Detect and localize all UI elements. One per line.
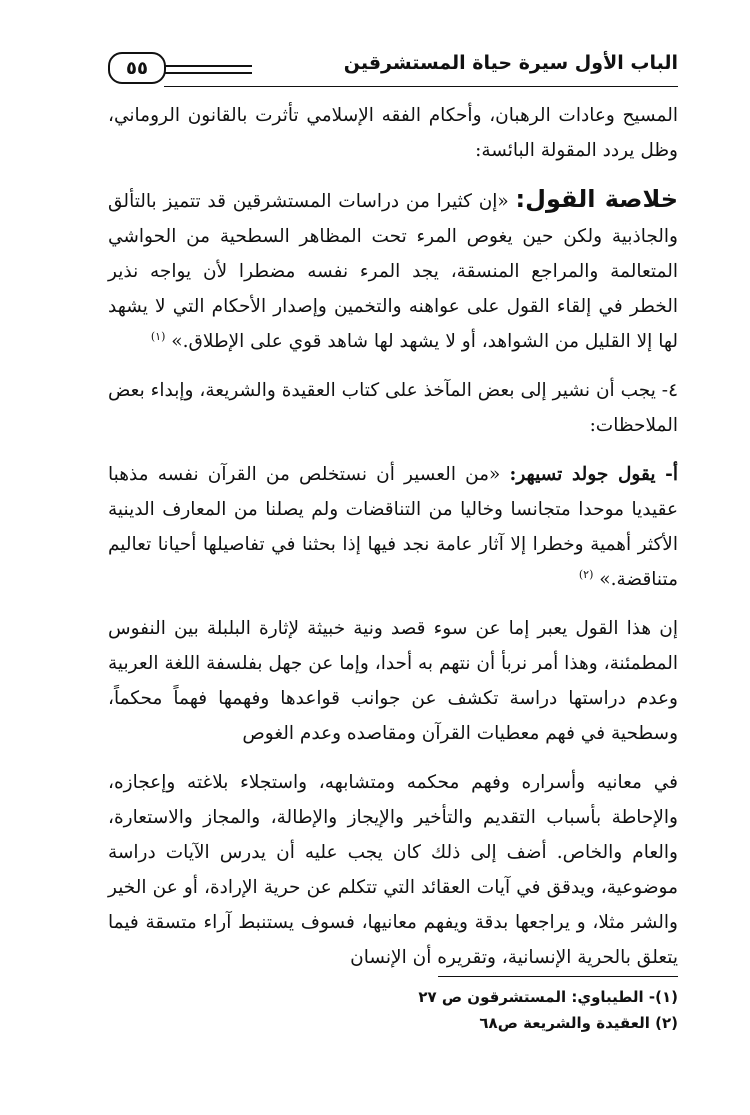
footnote: (١)- الطيباوي: المستشرقون ص ٢٧ [418, 988, 678, 1006]
header-rule [164, 86, 678, 87]
page-number: ٥٥ [108, 52, 166, 84]
paragraph [108, 373, 678, 443]
footnote-ref: (١) [150, 329, 166, 343]
lead-heading: أ- يقول جولد تسيهر: [509, 464, 678, 485]
paragraph [108, 611, 678, 751]
paragraph [108, 98, 678, 168]
footnote: (٢) العقيدة والشريعة ص٦٨ [479, 1014, 678, 1032]
page-header [108, 48, 678, 88]
paragraph-text: إن هذا القول يعبر إما عن سوء قصد ونية خبيثة لإثارة البلبلة بين النفوس المطمئنة، وهذا أمر نربأ أن نتهم به أحدا، وإما عن جهل بفلسفة اللغة العربية وعدم دراستها دراسة تكشف عن جوانب قواعدها وفهمها فهماً محكماً، وسطحية في فهم معطيات القرآن ومقاصده وعدم الغوص [108, 618, 678, 744]
header-ornament-line [164, 65, 252, 67]
footnote-rule [438, 976, 678, 977]
chapter-title: الباب الأول سيرة حياة المستشرقين [343, 52, 678, 74]
lead-heading: خلاصة القول: [515, 185, 678, 213]
header-ornament-line [164, 72, 252, 74]
paragraph [108, 182, 678, 359]
quote-text: «إن كثيرا من دراسات المستشرقين قد تتميز بالتألق والجاذبية ولكن حين يغوص المرء تحت المظاهر السطحية من الحواشي المتعالمة والمراجع المنسقة، يجد المرء نفسه مضطرا لأن يواجه نذير الخطر في إلقاء القول على عواهنه والتخمين وإصدار الأحكام التي لا يشهد لها إلا القليل من الشواهد، أو لا يشهد لها شاهد قوي على الإطلاق.» [108, 191, 678, 352]
quote-text: «من العسير أن نستخلص من القرآن نفسه مذهبا عقيديا موحدا متجانسا وخاليا من التناقضات ولم يصلنا من المعارف الدينية الأكثر أهمية وخطرا إلا آثار عامة نجد فيها إذا بحثنا في تفاصيلها أحيانا تعاليم متناقضة.» [108, 464, 678, 590]
footnote-ref: (٢) [578, 567, 594, 581]
paragraph-text: المسيح وعادات الرهبان، وأحكام الفقه الإسلامي تأثرت بالقانون الروماني، وظل يردد المقولة البائسة: [108, 105, 678, 161]
paragraph [108, 457, 678, 597]
paragraph-text: في معانيه وأسراره وفهم محكمه ومتشابهه، واستجلاء بلاغته وإعجازه، والإحاطة بأسباب التقديم والتأخير والإيجاز والإطالة، والمجاز والاستعارة، والعام والخاص. أضف إلى ذلك كان يجب عليه أن يدرس الآيات دراسة موضوعية، ويدقق في آيات العقائد التي تتكلم عن حرية الإرادة، أو عن الخير والشر مثلا، و يراجعها بدقة ويفهم معانيها، فسوف يستنبط آراء متسقة فيما يتعلق بالحرية الإنسانية، وتقريره أن الإنسان [108, 772, 678, 968]
paragraph [108, 765, 678, 975]
paragraph-text: ٤- يجب أن نشير إلى بعض المآخذ على كتاب العقيدة والشريعة، وإبداء بعض الملاحظات: [108, 380, 678, 436]
body-text [108, 98, 678, 989]
footnotes [418, 984, 678, 1036]
